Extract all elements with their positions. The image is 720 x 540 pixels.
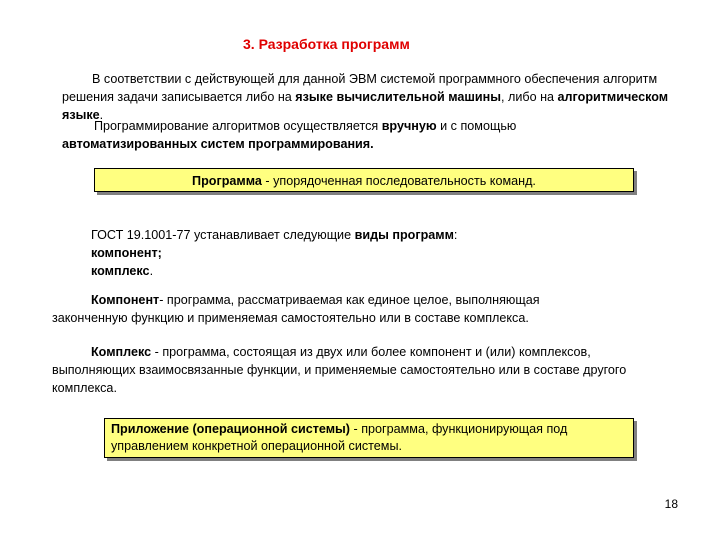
- complex-term: Комплекс: [91, 345, 152, 359]
- complex-paragraph: [52, 343, 657, 397]
- program-definition-text: - упорядоченная последовательность команд.: [261, 174, 536, 188]
- intro-paragraph: [62, 70, 682, 124]
- component-term: Компонент: [91, 293, 160, 307]
- gost-colon: :: [453, 228, 458, 242]
- application-definition-box: [104, 418, 634, 458]
- programming-text: Программирование алгоритмов осуществляется: [94, 119, 382, 133]
- page-number: 18: [664, 497, 678, 511]
- slide-title: 3. Разработка программ: [243, 36, 410, 52]
- programming-bold-manual: вручную: [381, 119, 437, 133]
- component-item-label: компонент;: [91, 246, 162, 260]
- complex-item-period: .: [149, 264, 154, 278]
- intro-text: В соответствии с действующей для данной ЭВМ системой программного обеспечения алгоритм решения задачи записывается либо на: [62, 72, 658, 104]
- list-item-complex: [91, 262, 162, 280]
- gost-text: ГОСТ 19.1001-77 устанавливает следующие: [91, 228, 355, 242]
- intro-bold-machine-language: языке вычислительной машины: [295, 90, 501, 104]
- component-text: - программа, рассматриваемая как единое целое, выполняющая законченную функцию и применяемая самостоятельно или в составе комплекса.: [52, 293, 540, 325]
- intro-text: , либо на: [500, 90, 558, 104]
- program-term: Программа: [192, 174, 262, 188]
- gost-paragraph: [91, 226, 651, 244]
- application-term: Приложение (операционной системы): [111, 422, 351, 436]
- program-definition-box: [94, 168, 634, 192]
- complex-text: - программа, состоящая из двух или более компонент и (или) комплексов, выполняющих взаимосвязанные функции, и применяемые самостоятельно или в составе другого комплекса.: [52, 345, 627, 395]
- application-definition-text: - программа, функционирующая под управлением конкретной операционной системы.: [111, 422, 568, 453]
- programming-text: и с помощью: [436, 119, 517, 133]
- programming-paragraph: [62, 117, 622, 153]
- gost-bold-program-types: виды программ: [354, 228, 454, 242]
- gost-list: [91, 244, 162, 280]
- intro-bold-algorithmic-language: алгоритмическом языке: [62, 90, 669, 122]
- component-paragraph: [52, 291, 612, 327]
- complex-item-label: комплекс: [91, 264, 150, 278]
- programming-bold-automated-systems: автоматизированных систем программирования.: [62, 137, 374, 151]
- list-item-component: [91, 244, 162, 262]
- intro-text: .: [99, 108, 104, 122]
